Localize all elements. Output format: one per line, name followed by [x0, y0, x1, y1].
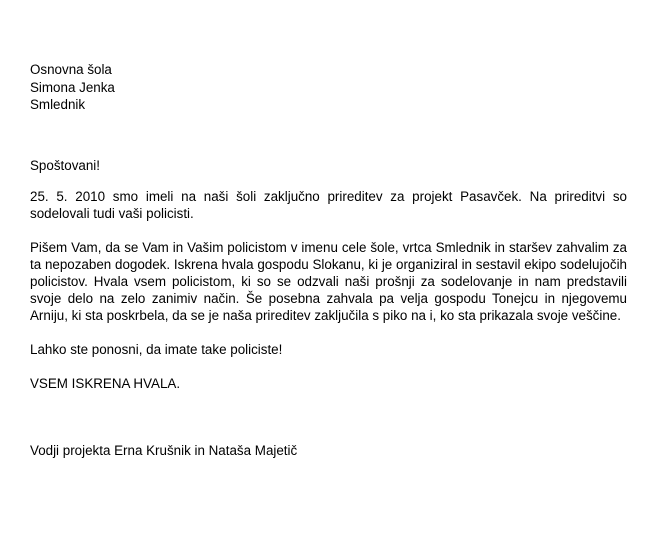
- address-line-school: Osnovna šola: [30, 62, 112, 77]
- address-line-town: Smlednik: [30, 97, 86, 112]
- address-line-name: Simona Jenka: [30, 79, 115, 95]
- paragraph-event: 25. 5. 2010 smo imeli na naši šoli zaključno prireditev za projekt Pasavček. Na prireditvi so sodelovali tudi vaši policisti.: [30, 188, 627, 221]
- recipient-address: [30, 61, 627, 114]
- closing-line: VSEM ISKRENA HVALA.: [30, 375, 181, 391]
- proud-line: Lahko ste ponosni, da imate take policiste!: [30, 341, 283, 357]
- signature: Vodji projekta Erna Krušnik in Nataša Majetič: [30, 442, 298, 458]
- greeting: Spoštovani!: [30, 157, 100, 173]
- paragraph-thanks: Pišem Vam, da se Vam in Vašim policistom v imenu cele šole, vrtca Smlednik in staršev zahvalim za ta nepozaben dogodek. Iskrena hvala gospodu Slokanu, ki je organiziral in sestavil ekipo sodelujočih policistov. Hvala vsem policistom, ki so se odzvali naši prošnji za sodelovanje in nam predstavili svoje delo na zelo zanimiv način. Še posebna zahvala pa velja gospodu Tonejcu in njegovemu Arniju, ki sta poskrbela, da se je naša prireditev zaključila s piko na i, ko sta prikazala svoje veščine.: [30, 239, 627, 323]
- letter-page: [30, 61, 627, 459]
